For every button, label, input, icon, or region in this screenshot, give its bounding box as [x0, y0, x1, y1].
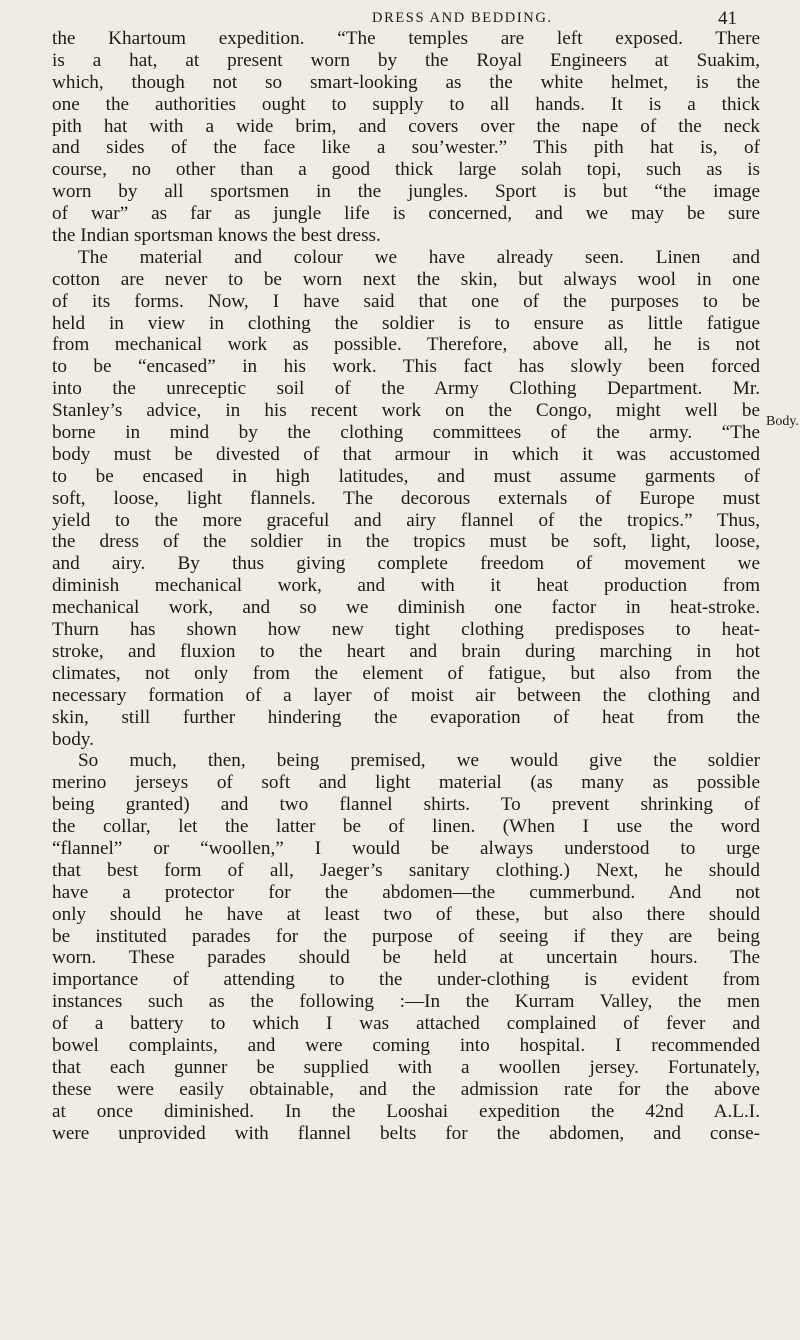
text-line: into the unreceptic soil of the Army Clothing Department. Mr. — [52, 378, 760, 400]
text-line: of war” as far as jungle life is concerned, and we may be sure — [52, 203, 760, 225]
text-line: merino jerseys of soft and light material (as many as possible — [52, 772, 760, 794]
page-number: 41 — [718, 8, 737, 29]
text-line: being granted) and two flannel shirts. To prevent shrinking of — [52, 794, 760, 816]
text-line: yield to the more graceful and airy flannel of the tropics.” Thus, — [52, 509, 760, 531]
text-line: that best form of all, Jaeger’s sanitary clothing.) Next, he should — [52, 859, 760, 881]
text-line: from mechanical work as possible. Therefore, above all, he is not — [52, 334, 760, 356]
text-line: diminish mechanical work, and with it heat production from — [52, 575, 760, 597]
text-line: skin, still further hindering the evaporation of heat from the — [52, 706, 760, 728]
text-line: of a battery to which I was attached complained of fever and — [52, 1013, 760, 1035]
text-line: Thurn has shown how new tight clothing predisposes to heat- — [52, 619, 760, 641]
text-line: the collar, let the latter be of linen. (When I use the word — [52, 816, 760, 838]
text-line: stroke, and fluxion to the heart and brain during marching in hot — [52, 640, 760, 662]
text-line: one the authorities ought to supply to all hands. It is a thick — [52, 93, 760, 115]
text-line: the Indian sportsman knows the best dress. — [52, 225, 381, 247]
text-line: which, though not so smart-looking as the white helmet, is the — [52, 71, 760, 93]
text-line: held in view in clothing the soldier is to ensure as little fatigue — [52, 312, 760, 334]
text-line: to be “encased” in his work. This fact has slowly been forced — [52, 356, 760, 378]
text-line: of its forms. Now, I have said that one of the purposes to be — [52, 290, 760, 312]
text-line: bowel complaints, and were coming into hospital. I recommended — [52, 1034, 760, 1056]
text-line: cotton are never to be worn next the skin, but always wool in one — [52, 268, 760, 290]
text-line: body. — [52, 728, 94, 750]
text-line: these were easily obtainable, and the admission rate for the above — [52, 1078, 760, 1100]
text-line: importance of attending to the under-clothing is evident from — [52, 969, 760, 991]
text-line: the Khartoum expedition. “The temples are left exposed. There — [52, 28, 760, 49]
text-line: only should he have at least two of these, but also there should — [52, 903, 760, 925]
text-line: body must be divested of that armour in which it was accustomed — [52, 443, 760, 465]
text-line: course, no other than a good thick large solah topi, such as is — [52, 159, 760, 181]
text-line: and airy. By thus giving complete freedom of movement we — [52, 553, 760, 575]
margin-note: Body. — [766, 414, 799, 429]
text-line: at once diminished. In the Looshai expedition the 42nd A.L.I. — [52, 1100, 760, 1122]
text-line: and sides of the face like a sou’wester.” This pith hat is, of — [52, 137, 760, 159]
text-line: that each gunner be supplied with a woollen jersey. Fortunately, — [52, 1056, 760, 1078]
body-text — [52, 28, 760, 1144]
text-line: worn. These parades should be held at uncertain hours. The — [52, 947, 760, 969]
text-line: mechanical work, and so we diminish one factor in heat-stroke. — [52, 597, 760, 619]
text-line: The material and colour we have already seen. Linen and — [78, 246, 760, 268]
text-line: soft, loose, light flannels. The decorous externals of Europe must — [52, 487, 760, 509]
text-line: So much, then, being premised, we would give the soldier — [78, 750, 760, 772]
text-line: “flannel” or “woollen,” I would be always understood to urge — [52, 837, 760, 859]
text-line: the dress of the soldier in the tropics must be soft, light, loose, — [52, 531, 760, 553]
text-line: climates, not only from the element of fatigue, but also from the — [52, 662, 760, 684]
text-line: borne in mind by the clothing committees of the army. “The — [52, 422, 760, 444]
text-line: were unprovided with flannel belts for the abdomen, and conse- — [52, 1122, 760, 1144]
text-line: is a hat, at present worn by the Royal Engineers at Suakim, — [52, 49, 760, 71]
text-line: have a protector for the abdomen—the cummerbund. And not — [52, 881, 760, 903]
text-line: worn by all sportsmen in the jungles. Sport is but “the image — [52, 181, 760, 203]
text-line: be instituted parades for the purpose of seeing if they are being — [52, 925, 760, 947]
text-line: necessary formation of a layer of moist air between the clothing and — [52, 684, 760, 706]
running-title: DRESS AND BEDDING. — [372, 10, 553, 26]
text-line: pith hat with a wide brim, and covers over the nape of the neck — [52, 115, 760, 137]
text-line: Stanley’s advice, in his recent work on the Congo, might well be — [52, 400, 760, 422]
text-line: instances such as the following :—In the Kurram Valley, the men — [52, 991, 760, 1013]
text-line: to be encased in high latitudes, and must assume garments of — [52, 465, 760, 487]
